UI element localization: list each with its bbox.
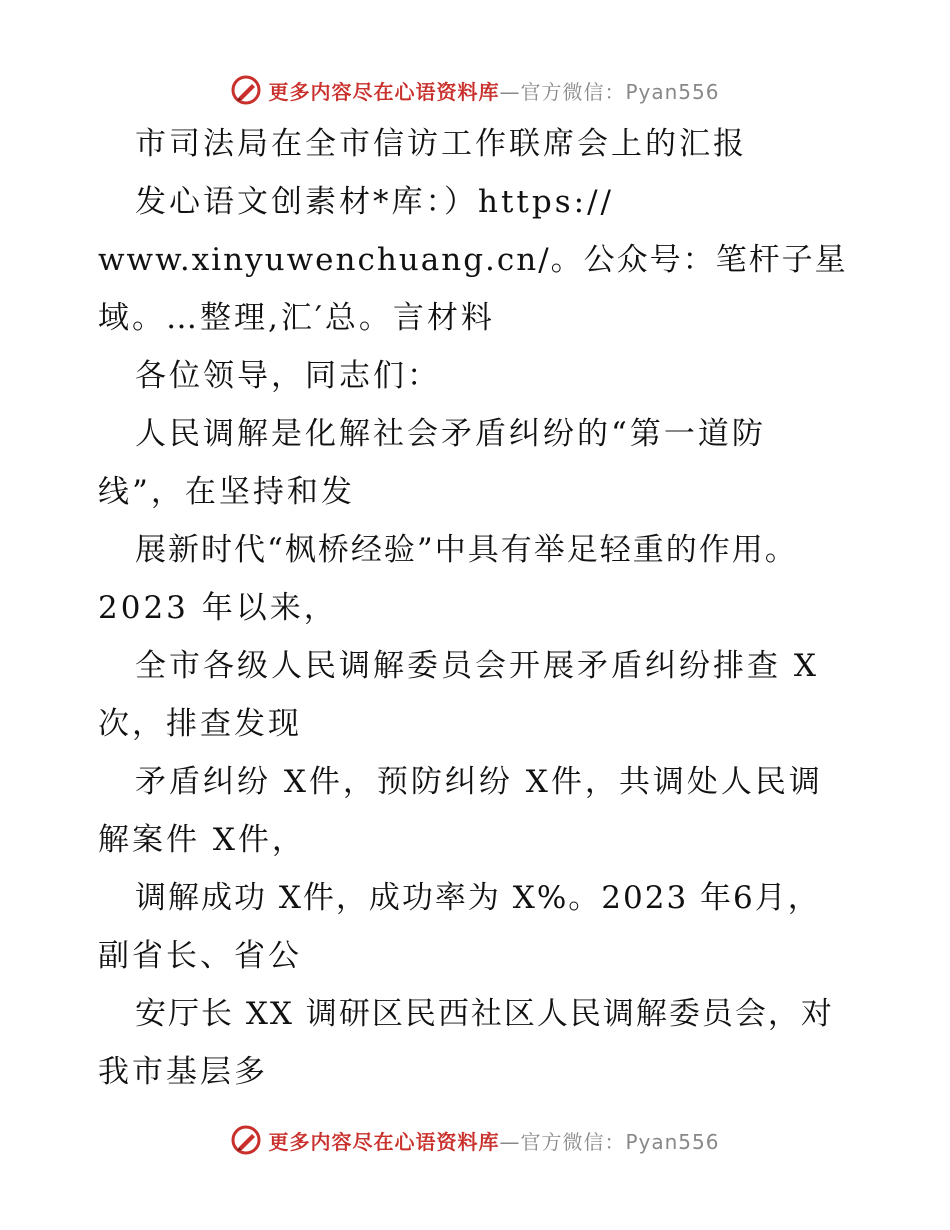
text-line: www.xinyuwenchuang.cn/。公众号：笔杆子星 [98,242,848,278]
text-line: 展新时代“枫桥经验”中具有举足轻重的作用。 [135,532,798,568]
header-banner-contact: —官方微信：Pyan556 [499,79,720,104]
header-banner-text [268,76,719,105]
pen-logo-icon [230,1124,262,1156]
text-line: 全市各级人民调解委员会开展矛盾纠纷排查 X [135,648,819,684]
pen-logo-icon [230,74,262,106]
salutation: 各位领导，同志们： [135,358,441,394]
text-line: 发心语文创素材*库：）https:// [135,184,614,220]
header-banner [0,70,950,110]
text-line: 域。…整理,汇′总。言材料 [98,300,495,336]
footer-banner-title: 更多内容尽在心语资料库 [268,1129,500,1154]
document-title: 市司法局在全市信访工作联席会上的汇报 [135,126,747,162]
footer-banner [0,1120,950,1160]
text-line: 矛盾纠纷 X件，预防纠纷 X件，共调处人民调 [135,764,823,800]
text-line: 2023 年以来， [98,590,338,626]
text-line: 次，排查发现 [98,706,302,742]
footer-banner-text [268,1126,719,1155]
text-line: 调解成功 X件，成功率为 X%。2023 年6月， [135,880,821,916]
text-line: 我市基层多 [98,1054,268,1090]
text-line: 安厅长 XX 调研区民西社区人民调解委员会，对 [135,996,834,1032]
text-line: 解案件 X件， [98,822,306,858]
text-line: 线”，在坚持和发 [98,474,355,510]
text-line: 副省长、省公 [98,938,302,974]
footer-banner-contact: —官方微信：Pyan556 [499,1129,720,1154]
header-banner-title: 更多内容尽在心语资料库 [268,79,500,104]
text-line: 人民调解是化解社会矛盾纠纷的“第一道防 [135,416,766,452]
